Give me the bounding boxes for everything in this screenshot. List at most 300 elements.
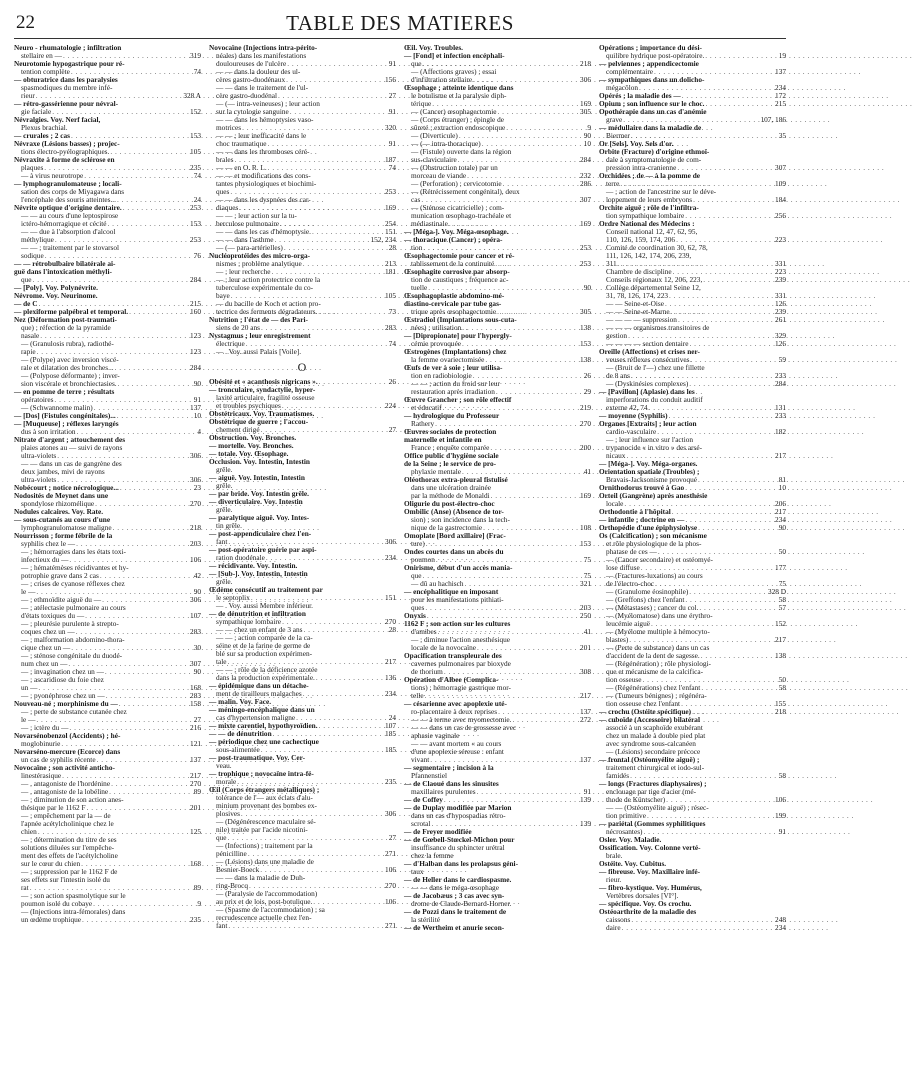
index-entry-text: tale	[216, 657, 227, 666]
dot-leader	[118, 380, 186, 388]
index-entry-text: que	[411, 571, 422, 580]
index-entry-page: 160	[190, 307, 201, 316]
index-entry-text: néales) dans les manifestations	[216, 51, 307, 60]
index-entry-text: grêle.	[216, 465, 233, 474]
index-entry-page: 10	[193, 411, 201, 420]
index-entry-text: — . Voy. aussi Membre inférieur.	[216, 601, 313, 610]
index-entry-text: diastino-cervicale par tube gas-	[404, 299, 502, 308]
index-entry-page: 270	[190, 779, 201, 788]
index-entry-page: 153	[190, 219, 201, 228]
index-entry-page: 27	[193, 715, 201, 724]
index-entry	[209, 458, 396, 466]
index-entry-text: ring-Brocq	[216, 881, 249, 890]
index-entry	[404, 924, 591, 932]
index-entry-text: — ; empêchement par la — de	[21, 811, 111, 820]
index-entry-page: 203	[580, 603, 591, 612]
index-entry-page: 270	[580, 419, 591, 428]
index-entry-text: — (Diverticule)	[411, 131, 458, 140]
index-section-n-continued	[209, 44, 396, 356]
index-entry-page: 305	[580, 307, 591, 316]
index-entry-page: 81	[778, 475, 786, 484]
dot-leader	[228, 922, 381, 930]
index-entry-page: 125	[190, 827, 201, 836]
index-entry-text: — (Métastases) ; cancer du col.	[606, 603, 699, 612]
index-entry-text: — césarienne avec apoplexie uté-	[404, 699, 507, 708]
index-entry-page: 233	[775, 371, 786, 380]
index-entry-page: 185	[385, 745, 396, 754]
index-entry-text: dans un cas d'hypospadias rétro-	[411, 811, 506, 820]
index-entry-text: guë dans l'intoxication méthyli-	[14, 267, 112, 276]
index-entry-text: rieur	[21, 91, 35, 100]
index-entry-text: — (Injections intra-fémorales) dans	[21, 907, 126, 916]
index-entry-page: 270	[385, 617, 396, 626]
index-entry-text: Obstétrique de guerre ; l'accou-	[209, 417, 309, 426]
index-entry-text: Névralgies. Voy. Nerf facial,	[14, 115, 101, 124]
index-entry-text: 311	[606, 259, 617, 268]
index-entry-page: 235	[190, 163, 201, 172]
index-entry-page: 187	[385, 155, 396, 164]
index-entry-page: 126	[775, 339, 786, 348]
index-entry-page: 219	[580, 403, 591, 412]
index-entry-page: 41	[583, 467, 591, 476]
index-entry-text: ment de tirailleurs malgaches	[216, 689, 302, 698]
index-entry-text: — (Obstruction totale) par un	[411, 163, 498, 172]
index-entry-text: Ondes courtes dans un abcès du	[404, 547, 504, 556]
index-entry-text: stellaire en —	[21, 51, 62, 60]
index-entry-text: — [Fond] et infection encéphali-	[404, 51, 505, 60]
index-entry-text: associé à un scaphoïde exubérant	[606, 723, 703, 732]
index-entry-text: Œsophagite corrosive par absorp-	[404, 267, 510, 276]
index-entry-text: Ombilic (Anse) (Absence de tor-	[404, 507, 504, 516]
index-entry-text: — de dénutrition et infiltration	[209, 609, 306, 618]
index-entry-text: Vertèbres dorsales [VI°].	[606, 891, 679, 900]
index-entry-page: 307	[190, 659, 201, 668]
index-entry-text: fant	[216, 537, 228, 546]
index-entry-page: 306	[190, 595, 201, 604]
index-entry-page: 215	[775, 99, 786, 108]
index-entry-text: — (Lésions) dans une maladie de	[216, 857, 314, 866]
index-entry	[599, 844, 786, 852]
index-entry-text: scrotal	[411, 819, 431, 828]
index-entry-page: 27	[388, 91, 396, 100]
index-entry-page: 4	[197, 427, 201, 436]
index-column-2	[209, 44, 396, 1074]
index-entry-text: Conseils régionaux 12, 206, 223,	[606, 275, 703, 284]
index-entry-text: Pfannenstiel	[411, 771, 448, 780]
index-entry-text: — segmentaire ; incision à la	[404, 763, 494, 772]
index-entry-text: — ; leur action protectrice contre la	[216, 275, 321, 284]
index-entry-text: Nobécourt ; notice nécrologique...	[14, 483, 119, 492]
index-entry-page: 91	[193, 395, 201, 404]
index-entry-text: ultra-violets	[21, 451, 57, 460]
index-entry-text: brale.	[606, 851, 623, 860]
index-entry-text: syphilis chez le —	[21, 539, 76, 548]
index-entry-text: nécrosantes)	[606, 827, 643, 836]
index-entry-text: que) ; réfection de la pyramide	[21, 323, 111, 332]
index-entry-text: tuberculose expérimentale du co-	[216, 283, 314, 292]
index-entry-text: Œil (Corps étrangers métalliques) ;	[209, 785, 320, 794]
index-entry-text: cardio-vasculaire	[606, 427, 657, 436]
index-entry-page: 271	[385, 921, 396, 930]
index-entry-text: — malin. Voy. Face.	[209, 697, 272, 706]
index-entry-text: tion osseuse	[606, 675, 642, 684]
index-entry-page: 253	[190, 235, 201, 244]
index-entry-page: 250	[580, 611, 591, 620]
index-entry-text: 31, 78, 126, 174, 223	[606, 291, 669, 300]
index-entry-text: — , antagoniste de la lobéline	[21, 787, 109, 796]
index-entry-text: Rathery	[411, 419, 435, 428]
index-entry-text: tantes physiologiques et biochimi-	[216, 179, 317, 188]
index-entry-text: — fibreuse. Voy. Maxillaire infé-	[599, 867, 701, 876]
dot-leader	[491, 492, 576, 500]
index-entry-text: Œstradiol (Implantations sous-cuta-	[404, 315, 517, 324]
dot-leader	[513, 716, 577, 724]
index-entry-text: Nitrate d'argent ; attouchement des	[14, 435, 126, 444]
index-entry-page: 137	[190, 403, 201, 412]
index-entry-text: pénicilline	[216, 849, 247, 858]
index-entry-text: — — (Ostéomyélite aiguë) ; résec-	[606, 803, 709, 812]
index-section-o	[209, 378, 396, 930]
index-entry-text: — (Myélomatose) dans une érythro-	[606, 611, 713, 620]
index-entry-text: Plexus brachial.	[21, 123, 68, 132]
index-entry-page: 91	[388, 107, 396, 116]
index-entry-text: dans la production expérimentale.	[216, 673, 315, 682]
index-entry-text: dus à son irritation	[21, 427, 76, 436]
index-entry-page: 168	[190, 859, 201, 868]
index-entry-text: Nourrisson ; forme fébrile de la	[14, 531, 113, 540]
index-entry-text: d'états toxiques du —	[21, 611, 85, 620]
index-entry-text: minium provenant des bombes ex-	[216, 801, 317, 810]
dot-leader	[119, 700, 186, 708]
index-entry-page: 223	[775, 267, 786, 276]
index-entry-text: — (Affections graves) ; essai	[411, 67, 497, 76]
index-entry-page: 28	[388, 625, 396, 634]
index-entry-text: — crochu (Ostéite spécifique)	[599, 707, 692, 716]
index-entry-text: ment des effets de l'acétylcholine	[21, 851, 118, 860]
index-entry-text: au prix et de lois, post-botulique.	[216, 897, 313, 906]
index-entry-text: — de Freyer modifiée	[404, 827, 472, 836]
index-entry-text: — ; leur recherche	[216, 267, 271, 276]
index-entry-text: — — ; action du froid sur leur	[411, 379, 500, 388]
index-entry-text: un cas de syphilis récente	[21, 755, 96, 764]
index-entry-page: 76	[193, 251, 201, 260]
index-entry-text: cas	[411, 195, 421, 204]
index-entry-text: Oléothorax extra-pleural fistulisé	[404, 475, 508, 484]
index-entry-text: Osler. Voy. Maladie.	[599, 835, 662, 844]
index-entry-text: veuses réflexes consécutives	[606, 355, 690, 364]
dot-leader	[123, 204, 186, 212]
index-entry-text: telle	[411, 691, 424, 700]
index-entry-text: — (Polype) avec inversion viscé-	[21, 355, 119, 364]
index-entry-page: 254	[385, 219, 396, 228]
index-entry-text: — — ; rôle de la déficience azotée	[216, 665, 318, 674]
index-entry-page: 137	[190, 755, 201, 764]
index-entry-page: 306	[580, 75, 591, 84]
index-entry-text: grave	[606, 115, 623, 124]
index-entry-page: 91	[778, 827, 786, 836]
index-entry-page: 305	[580, 107, 591, 116]
index-entry-text: — de Wertheim et anurie secon-	[404, 923, 505, 932]
index-entry-page: 137	[580, 707, 591, 716]
index-entry-text: — de C	[14, 299, 38, 308]
index-entry-page: 23	[193, 483, 201, 492]
index-entry-text: potrophie grave dans 2 cas	[21, 571, 99, 580]
index-entry-text: rapie	[21, 347, 36, 356]
index-entry-text: — de Heller dans le cardiospasme.	[404, 875, 512, 884]
index-entry-page: 151	[385, 227, 396, 236]
index-entry-text: motrices	[216, 123, 242, 132]
index-entry-text: — — dans un cas de gangrène des	[21, 459, 122, 468]
index-entry-page: 213	[385, 259, 396, 268]
index-entry-page: 203	[190, 539, 201, 548]
index-entry-text: — — avant mortem « au cours	[411, 739, 502, 748]
dot-leader	[303, 690, 381, 698]
index-entry-text: spasmodiques du membre infé-	[21, 83, 113, 92]
index-entry-page: 307	[580, 195, 591, 204]
index-entry-text: caissons	[606, 915, 631, 924]
index-entry-text: séine et de la farine de germe de	[216, 641, 311, 650]
index-entry-text: moglobinurie	[21, 739, 61, 748]
index-entry-text: leucémie aiguë	[606, 619, 650, 628]
index-entry-page: 321	[580, 579, 591, 588]
index-entry-page: 185	[385, 729, 396, 738]
index-entry-page: 283	[190, 691, 201, 700]
index-entry-text: — (Fractures-luxations) au cours	[606, 571, 703, 580]
index-entry-text: Novarsénobenzol (Accidents) ; hé-	[14, 731, 121, 740]
index-entry-text: la femme ovariectomisée	[411, 355, 485, 364]
index-entry-text: — — — — section dentaire	[606, 339, 689, 348]
index-entry-page: 272	[580, 715, 591, 724]
index-entry-text: gie faciale	[21, 107, 52, 116]
index-entry-text: Ostéite. Voy. Cubitus.	[599, 859, 667, 868]
dot-leader	[129, 308, 186, 316]
index-entry-text: — moyenne (Syphilis)	[599, 411, 668, 420]
index-entry-text: dale à symptomatologie de com-	[606, 155, 702, 164]
index-entry-text: — (Myélome multiple à hémocyto-	[606, 627, 710, 636]
index-entry-text: phatase de ces —	[606, 547, 657, 556]
index-entry-page: 57	[778, 603, 786, 612]
index-entry-text: Ostéoarthrite de la maladie des	[599, 907, 697, 916]
index-entry-page: 27	[388, 833, 396, 842]
dot-leader	[105, 668, 186, 676]
index-entry-page: 153	[190, 131, 201, 140]
index-entry-page: 105	[190, 147, 201, 156]
index-entry-text: — fibro-kystique. Voy. Humérus,	[599, 883, 702, 892]
index-entry-text: — infantile ; doctrine en —	[599, 515, 685, 524]
index-entry-text: — ; pleurésie purulente à strepto-	[21, 619, 119, 628]
index-entry-text: l'encéphale des souris atteintes...	[21, 195, 116, 204]
index-entry-text: Opérés ; la maladie des —	[599, 91, 681, 100]
dot-leader	[287, 60, 381, 68]
index-entry-page: 121	[190, 739, 201, 748]
index-entry-page: 284	[775, 379, 786, 388]
index-entry-page: 137	[580, 755, 591, 764]
index-entry-text: Chambre de discipline	[606, 267, 672, 276]
index-entry-text: sion) ; son incidence dans la tech-	[411, 515, 510, 524]
index-entry-text: brales	[216, 155, 234, 164]
index-entry-text: spondylose rhizomélique	[21, 499, 95, 508]
index-entry-page: 27	[388, 425, 396, 434]
index-entry-text: Opothérapie dans un cas d'anémie	[599, 107, 707, 116]
index-entry-text: — sous-cutanés au cours d'une	[14, 515, 111, 524]
index-entry-text: munication œsophago-trachéale et	[411, 211, 512, 220]
index-entry-text: laxité articulaire, fragilité osseuse	[216, 393, 315, 402]
dot-leader	[703, 276, 771, 284]
index-entry	[404, 860, 591, 868]
index-entry-text: Or [Sels]. Voy. Sels d'or.	[599, 139, 674, 148]
index-entry-text: — — due à l'absorption d'alcool	[21, 227, 116, 236]
index-entry-page: 138	[580, 323, 591, 332]
index-entry-text: — [Dipropionate] pour l'hypergly-	[404, 331, 512, 340]
index-entry-text: ques	[411, 603, 425, 612]
index-entry-text: la stérilité	[411, 915, 440, 924]
index-entry-text: Nodules calcaires. Voy. Rate.	[14, 507, 104, 516]
index-entry-page: 152	[190, 107, 201, 116]
index-entry-text: Office public d'hygiène sociale	[404, 451, 499, 460]
index-entry-text: linestérasique	[21, 771, 62, 780]
index-entry-text: — (Perforation) ; cervicotomie	[411, 179, 502, 188]
dot-leader	[120, 484, 186, 492]
index-entry-text: ultra-violets	[21, 475, 57, 484]
index-entry-text: — — dans les hémoptysies vaso-	[216, 115, 314, 124]
index-entry-text: Biermer	[606, 131, 630, 140]
index-entry-text: tion primitive	[606, 811, 646, 820]
index-entry-page: 106	[385, 865, 396, 874]
section-letter-o: O	[297, 360, 308, 374]
index-entry-text: que et mécanisme de la calcifica-	[606, 667, 704, 676]
index-entry-page: 89	[193, 787, 201, 796]
index-entry-page: 74	[193, 171, 201, 180]
index-entry-text: Neurotomie hypogastrique pour ré-	[14, 59, 125, 68]
index-entry-page: 136	[385, 673, 396, 682]
index-entry-text: tablissement de la continuité	[411, 259, 495, 268]
index-entry-text: — — Seine-et-Oise	[606, 299, 664, 308]
index-entry-text: Orteil (Gangrène) après anesthésie	[599, 491, 708, 500]
index-entry-text: — — dans le méga-œsophage	[411, 883, 499, 892]
index-entry-text: Opium ; son influence sur le choc.	[599, 99, 705, 108]
index-entry-text: Orthopédie d'une épiphysiolyse	[599, 523, 698, 532]
index-entry-text: — ; ethmoïdite aiguë du —	[21, 595, 102, 604]
index-entry-text: — (Paralysie de l'accommodation)	[216, 889, 318, 898]
index-entry-text: — mortelle. Voy. Bronches.	[209, 441, 294, 450]
index-entry-text: — paralytique aiguë. Voy. Intes-	[209, 513, 310, 522]
dot-leader	[318, 308, 381, 316]
dot-leader	[316, 674, 381, 682]
index-entry-text: — [Méga-]. Voy. Méga-œsophage.	[404, 227, 509, 236]
index-entry-text: douloureuses de l'ulcère	[216, 59, 287, 68]
dot-leader	[622, 924, 771, 932]
index-entry-text: Orientation spatiale (Troubles) ;	[599, 467, 700, 476]
index-entry-text: chien	[21, 827, 37, 836]
index-entry-text: — (Granulome éosinophile)	[606, 587, 689, 596]
index-entry-text: Oligurie du post-électro-choc	[404, 499, 495, 508]
index-entry-page: 177	[775, 563, 786, 572]
index-entry-text: nasale	[21, 331, 40, 340]
index-entry-text: — ; ascaridiose du foie chez	[21, 675, 104, 684]
index-entry-page: 19	[778, 51, 786, 60]
dot-leader	[115, 364, 186, 372]
index-entry-page: 328 D	[767, 587, 786, 596]
index-entry-page: 9	[197, 899, 201, 908]
index-entry-text: — post-opératoire guérie par aspi-	[209, 545, 317, 554]
index-entry-page: 108	[580, 523, 591, 532]
index-entry-text: — ; hémorragies dans les états toxi-	[21, 547, 126, 556]
dot-leader	[110, 148, 186, 156]
index-entry-text: coques chez un —	[21, 627, 75, 636]
index-entry-text: cavernes pulmonaires par bioxyde	[411, 659, 511, 668]
index-entry-text: — de Duplay modifiée par Marion	[404, 803, 512, 812]
index-entry-text: — (Régénération) ; rôle physiologi-	[606, 659, 711, 668]
index-entry-text: grêle.	[216, 577, 233, 586]
index-entry-text: Nutrition ; l'état de — des Pari-	[209, 315, 308, 324]
index-entry-text: Bravais-Jacksonisme provoqué	[606, 475, 697, 484]
index-entry-text: nismes ; problème analytique	[216, 259, 302, 268]
index-entry-text: fant	[216, 921, 228, 930]
index-entry-text: — — dans les dyspnées des car-	[216, 195, 311, 204]
index-entry-page: 168	[190, 683, 201, 692]
index-entry-text: — [Dos] (Fistules congénitales)...	[14, 411, 116, 420]
index-column-1	[14, 44, 201, 1074]
index-entry-text: — — dans les thromboses céré-	[216, 147, 310, 156]
index-entry-page: 58	[778, 595, 786, 604]
index-entry-page: 90	[193, 667, 201, 676]
index-entry-page: 106	[775, 795, 786, 804]
index-entry-text: — (Lésions) secondaire précoce	[606, 747, 701, 756]
index-entry-text: — — Seine-et-Marne	[606, 307, 670, 316]
index-entry-page: 123	[190, 331, 201, 340]
index-entry-text: — (Perte de substance) dans un cas	[606, 643, 710, 652]
index-entry-text: maxillaires purulentes	[411, 787, 476, 796]
index-entry-page: 307	[775, 163, 786, 172]
index-entry-page: 270	[385, 881, 396, 890]
index-entry-text: que	[21, 275, 32, 284]
index-entry-text: — — — — suppression	[606, 315, 677, 324]
index-entry-page: 169	[580, 219, 591, 228]
index-entry-text: Obstétricaux. Voy. Traumatismes.	[209, 409, 315, 418]
index-entry-text: — (Polypose déformante) ; inver-	[21, 371, 120, 380]
index-entry-page: 331	[775, 291, 786, 300]
index-entry-page: 156	[385, 75, 396, 84]
index-entry-text: — — à terme avec myomectomie.	[411, 715, 512, 724]
index-entry-page: 58	[778, 683, 786, 692]
index-entry-text: — trophique ; novocaïne intra-fé-	[209, 769, 314, 778]
index-entry-page: 24	[388, 713, 396, 722]
index-entry-page: 284	[580, 155, 591, 164]
index-entry-page: 283	[385, 323, 396, 332]
index-entry-page: 306	[385, 809, 396, 818]
index-entry-page: 155	[775, 699, 786, 708]
index-entry-text: Novarséno-mercure (Ecorce) dans	[14, 747, 121, 756]
index-entry-page: 91	[583, 787, 591, 796]
index-entry-text: Orchite aiguë ; rôle de l'infiltra-	[599, 203, 699, 212]
index-entry-text: — ; perte de substance cutanée chez	[21, 707, 127, 716]
index-entry-text: Besnier-Boeck	[216, 865, 260, 874]
index-entry-text: — ; action de l'ancestrine sur le déve-	[606, 187, 717, 196]
index-entry	[209, 922, 396, 930]
index-entry-text: médiastinale	[411, 219, 448, 228]
index-entry-text: Opération d'Albee (Complica-	[404, 675, 499, 684]
index-entry-text: lymphogranulomatose maligne	[21, 523, 112, 532]
index-entry-text: — ; leur influence sur l'action	[606, 435, 694, 444]
index-entry-page: 284	[190, 363, 201, 372]
index-entry-text: restauration après irradiation	[411, 387, 495, 396]
index-entry-text: — mixte carentiel, hypothyroïdien.	[209, 721, 318, 730]
index-entry-page: 158	[190, 699, 201, 708]
index-entry-text: — ; son action spasmolytique sur le	[21, 891, 126, 900]
index-entry-page: 90	[778, 523, 786, 532]
index-entry-text: — ; détermination du titre de ses	[21, 835, 117, 844]
index-entry-text: — (Greffons) chez l'enfant	[606, 595, 685, 604]
